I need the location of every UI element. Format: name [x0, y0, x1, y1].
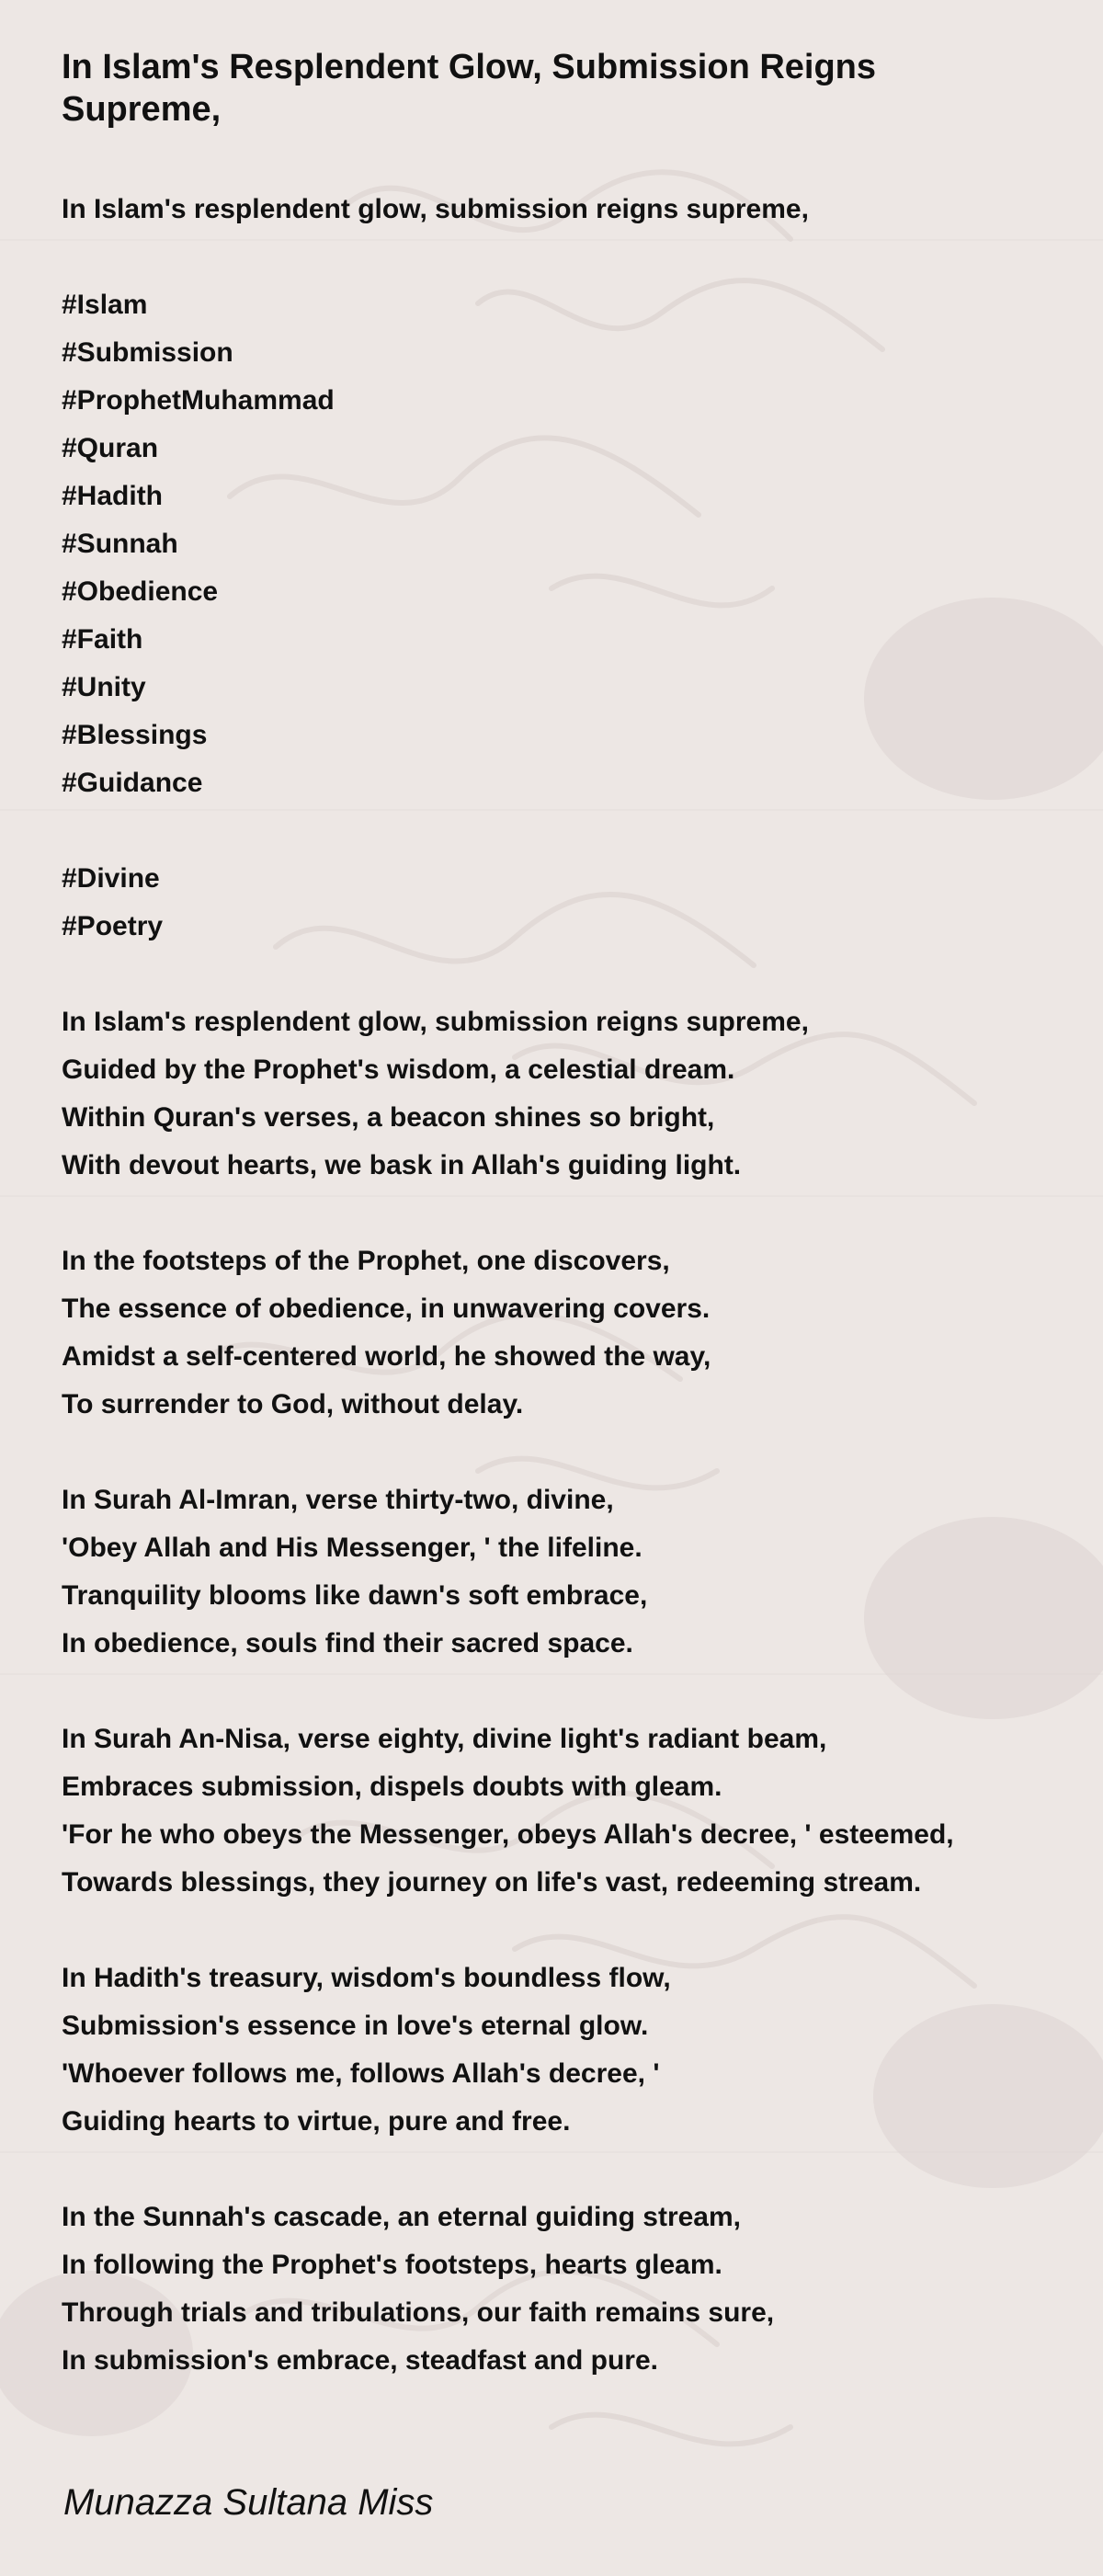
hashtag: #Obedience [62, 576, 219, 607]
hashtag: #Poetry [62, 911, 164, 941]
poem-line: In Islam's resplendent glow, submission reigns supreme, [62, 1007, 809, 1037]
poem-line: Guided by the Prophet's wisdom, a celestial dream. [62, 1054, 735, 1085]
poem-stanza-hashtags-2 [62, 855, 1073, 951]
hashtag: #Submission [62, 337, 233, 368]
hashtag: #Sunnah [62, 529, 178, 559]
poem-line: In Surah Al-Imran, verse thirty-two, divine, [62, 1485, 614, 1515]
poem-line: In submission's embrace, steadfast and pure. [62, 2345, 658, 2376]
hashtag: #Quran [62, 433, 159, 463]
poem-line: 'Whoever follows me, follows Allah's decree, ' [62, 2058, 660, 2089]
poem-line: With devout hearts, we bask in Allah's guiding light. [62, 1150, 742, 1180]
poem-stanza-hashtags [62, 281, 1073, 807]
poem-stanza-5 [62, 1955, 1073, 2146]
hashtag: #Unity [62, 672, 146, 702]
poem-line: In the footsteps of the Prophet, one discovers, [62, 1246, 670, 1276]
hashtag: #ProphetMuhammad [62, 385, 335, 416]
poem-line: In the Sunnah's cascade, an eternal guiding stream, [62, 2202, 741, 2232]
hashtag: #Guidance [62, 768, 203, 798]
poem-line: The essence of obedience, in unwavering covers. [62, 1294, 711, 1324]
poem-line: To surrender to God, without delay. [62, 1389, 524, 1419]
poem-line: In obedience, souls find their sacred space. [62, 1628, 633, 1658]
poem-line: Towards blessings, they journey on life's vast, redeeming stream. [62, 1867, 922, 1898]
poem-line: Submission's essence in love's eternal glow. [62, 2011, 649, 2041]
hashtag: #Blessings [62, 720, 208, 750]
poem-line: In Hadith's treasury, wisdom's boundless flow, [62, 1963, 671, 1993]
hashtag: #Divine [62, 863, 160, 894]
poem-body [62, 186, 1073, 2433]
poem-title: In Islam's Resplendent Glow, Submission Reigns Supreme, [62, 48, 877, 129]
poem-line: Within Quran's verses, a beacon shines so bright, [62, 1102, 715, 1133]
poem-stanza-6 [62, 2194, 1073, 2385]
poem-line: In Surah An-Nisa, verse eighty, divine light's radiant beam, [62, 1724, 827, 1754]
poem-author: Munazza Sultana Miss [63, 2482, 434, 2523]
hashtag: #Islam [62, 290, 148, 320]
poem-line: In following the Prophet's footsteps, hearts gleam. [62, 2250, 722, 2280]
poem-stanza-1 [62, 998, 1073, 1190]
poem-line: 'For he who obeys the Messenger, obeys Allah's decree, ' esteemed, [62, 1819, 954, 1850]
poem-stanza-3 [62, 1476, 1073, 1668]
hashtag: #Hadith [62, 481, 164, 511]
poem-line: Amidst a self-centered world, he showed the way, [62, 1341, 711, 1372]
poem-stanza-intro [62, 186, 1073, 234]
poem-stanza-4 [62, 1715, 1073, 1907]
poem-line: 'Obey Allah and His Messenger, ' the lifeline. [62, 1533, 642, 1563]
poem-line: Tranquility blooms like dawn's soft embrace, [62, 1580, 648, 1611]
poem-stanza-2 [62, 1237, 1073, 1429]
poem-line: Through trials and tribulations, our faith remains sure, [62, 2297, 775, 2328]
poem-line: In Islam's resplendent glow, submission reigns supreme, [62, 194, 809, 224]
poem-line: Guiding hearts to virtue, pure and free. [62, 2106, 571, 2137]
poem-line: Embraces submission, dispels doubts with gleam. [62, 1772, 722, 1802]
hashtag: #Faith [62, 624, 143, 655]
